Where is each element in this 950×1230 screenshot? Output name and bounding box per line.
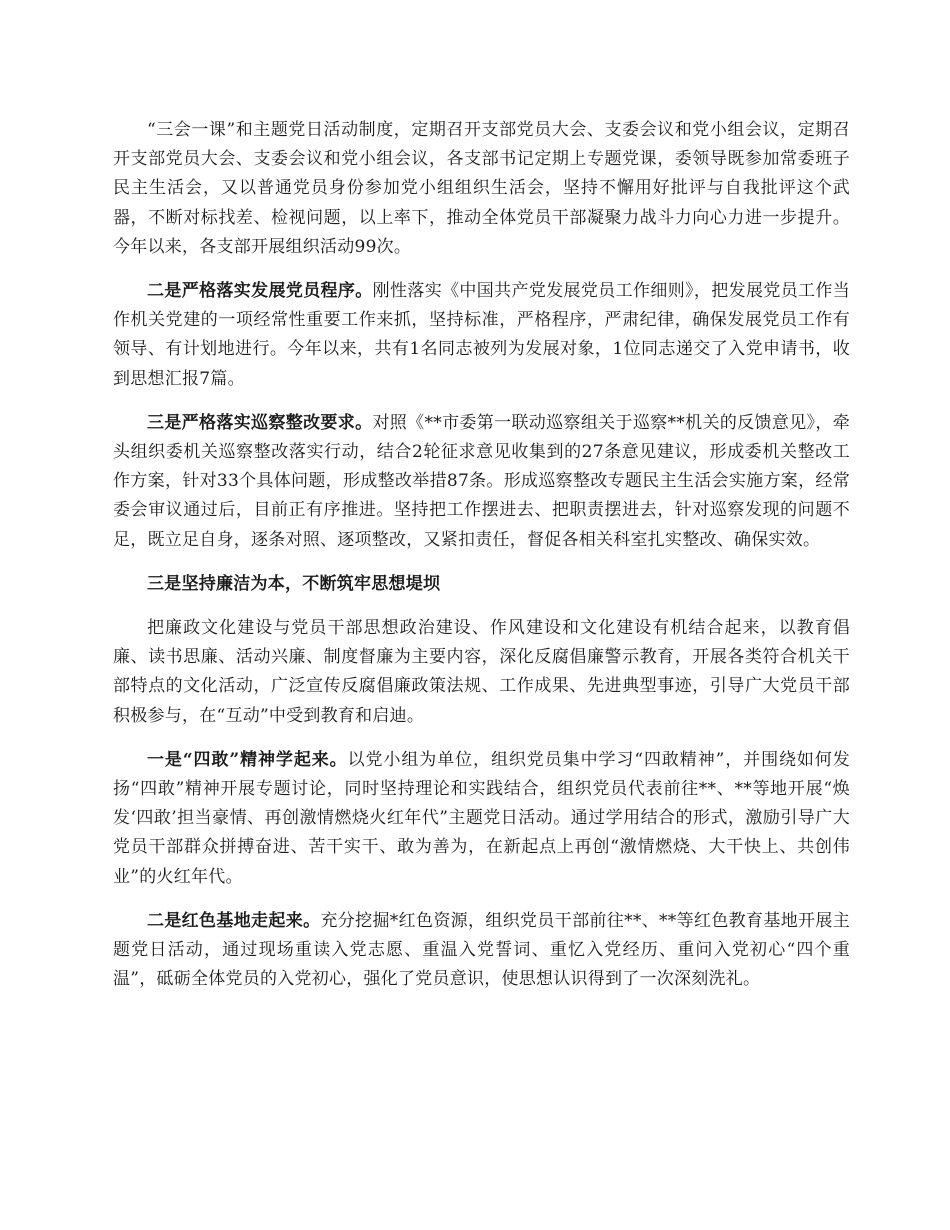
paragraph-integrity-culture [113, 614, 850, 731]
paragraph-text: 把廉政文化建设与党员干部思想政治建设、作风建设和文化建设有机结合起来，以教育倡廉、读书思廉、活动兴廉、制度督廉为主要内容，深化反腐倡廉警示教育，开展各类符合机关干部特点的文化活动，广泛宣传反腐倡廉政策法规、工作成果、先进典型事迹，引导广大党员干部积极参与，在“互动”中受到教育和启迪。 [113, 618, 850, 726]
paragraph-lead: 一是“四敢”精神学起来。 [147, 749, 348, 770]
paragraph-lead: 三是严格落实巡察整改要求。 [147, 412, 373, 433]
paragraph-lead: 二是严格落实发展党员程序。 [147, 281, 373, 302]
paragraph-lead: 二是红色基地走起来。 [147, 910, 321, 931]
paragraph-red-base-visits [113, 907, 850, 995]
document-body [113, 116, 850, 1009]
section-heading-text: 三是坚持廉洁为本，不断筑牢思想堤坝 [147, 573, 441, 594]
paragraph-three-meetings [113, 116, 850, 262]
paragraph-inspection-rectification [113, 409, 850, 555]
paragraph-text: “三会一课”和主题党日活动制度，定期召开支部党员大会、支委会议和党小组会议，定期召开支部党员大会、支委会议和党小组会议，各支部书记定期上专题党课，委领导既参加常委班子民主生活会，又以普通党员身份参加党小组组织生活会，坚持不懈用好批评与自我批评这个武器，不断对标找差、检视问题，以上率下，推动全体党员干部凝聚力战斗力向心力进一步提升。今年以来，各支部开展组织活动99次。 [113, 120, 850, 257]
paragraph-text: 充分挖掘*红色资源，组织党员干部前往**、**等红色教育基地开展主题党日活动，通过现场重读入党志愿、重温入党誓词、重忆入党经历、重问入党初心“四个重温”，砥砺全体党员的入党初心，强化了党员意识，使思想认识得到了一次深刻洗礼。 [113, 910, 850, 990]
paragraph-text: 对照《**市委第一联动巡察组关于巡察**机关的反馈意见》，牵头组织委机关巡察整改落实行动，结合2轮征求意见收集到的27条意见建议，形成委机关整改工作方案，针对33个具体问题，形成整改举措87条。形成巡察整改专题民主生活会实施方案，经常委会审议通过后，目前正有序推进。坚持把工作摆进去、把职责摆进去，针对巡察发现的问题不足，既立足自身，逐条对照、逐项整改，又紧扣责任，督促各相关科室扎实整改、确保实效。 [113, 412, 850, 550]
paragraph-text: 以党小组为单位，组织党员集中学习“四敢精神”，并围绕如何发扬“四敢”精神开展专题讨论，同时坚持理论和实践结合，组织党员代表前往**、**等地开展“焕发‘四敢’担当豪情、再创激情燃烧火红年代”主题党日活动。通过学用结合的形式，激励引导广大党员干部群众拼搏奋进、苦干实干、敢为善为，在新起点上再创“激情燃烧、大干快上、共创伟业”的火红年代。 [113, 749, 850, 887]
section-heading-integrity [113, 570, 850, 599]
paragraph-four-dares-spirit [113, 746, 850, 892]
paragraph-text: 刚性落实《中国共产党发展党员工作细则》，把发展党员工作当作机关党建的一项经常性重要工作来抓，坚持标准，严格程序，严肃纪律，确保发展党员工作有领导、有计划地进行。今年以来，共有1名同志被列为发展对象，1位同志递交了入党申请书，收到思想汇报7篇。 [113, 281, 851, 389]
paragraph-party-member-development [113, 277, 850, 394]
